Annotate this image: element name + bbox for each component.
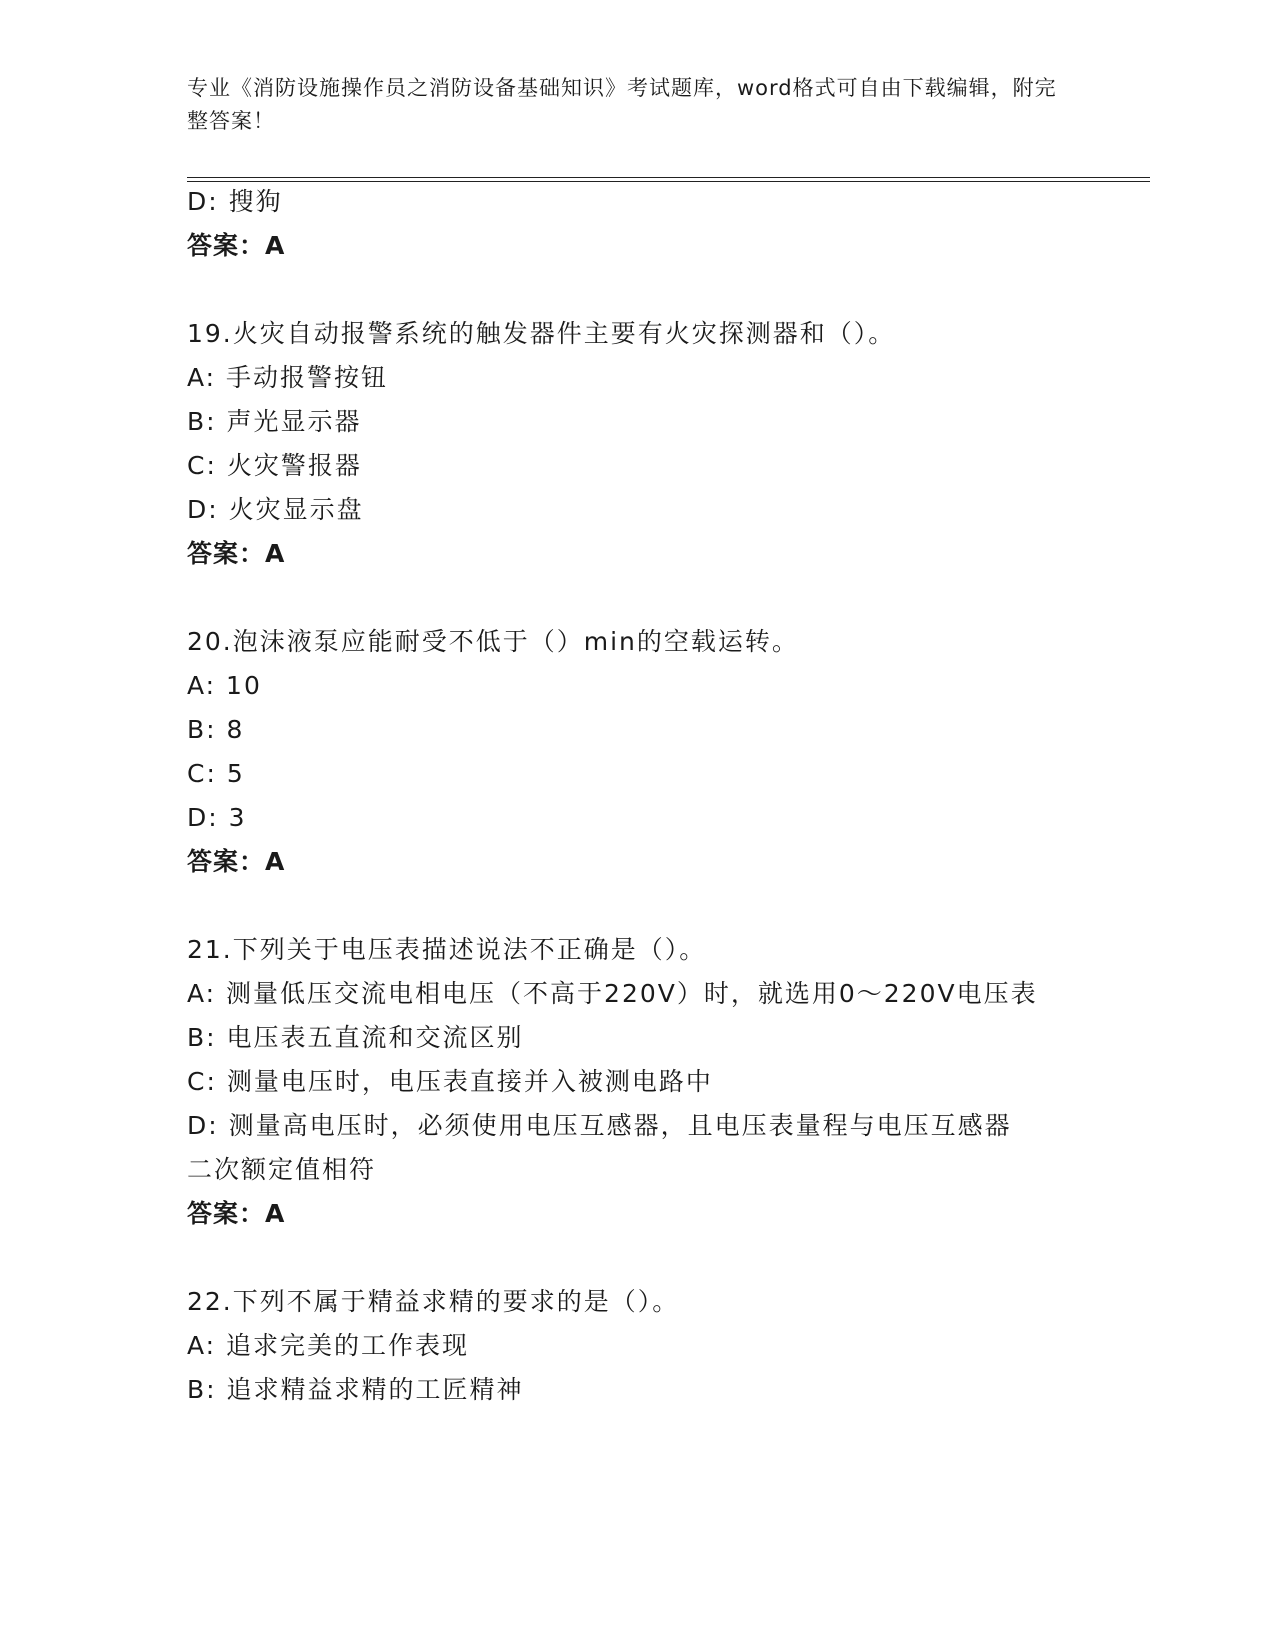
q21-answer: 答案：A bbox=[187, 1199, 286, 1228]
q20-option-b: B: 8 bbox=[187, 715, 245, 744]
q21-option-d: D: 测量高电压时，必须使用电压互感器，且电压表量程与电压互感器 bbox=[187, 1111, 1012, 1140]
q21-option-c: C: 测量电压时，电压表直接并入被测电路中 bbox=[187, 1067, 713, 1096]
q21-option-d-continued: 二次额定值相符 bbox=[187, 1155, 377, 1184]
q20-option-c: C: 5 bbox=[187, 759, 245, 788]
q19-stem: 19.火灾自动报警系统的触发器件主要有火灾探测器和（）。 bbox=[187, 319, 896, 348]
q19-option-a: A: 手动报警按钮 bbox=[187, 363, 389, 392]
prev-answer: 答案：A bbox=[187, 231, 286, 260]
q21-option-b: B: 电压表五直流和交流区别 bbox=[187, 1023, 524, 1052]
header-divider bbox=[187, 177, 1150, 182]
q20-option-d: D: 3 bbox=[187, 803, 247, 832]
q21-option-a: A: 测量低压交流电相电压（不高于220V）时，就选用0～220V电压表 bbox=[187, 979, 1038, 1008]
q19-option-b: B: 声光显示器 bbox=[187, 407, 362, 436]
q20-answer: 答案：A bbox=[187, 847, 286, 876]
q22-stem: 22.下列不属于精益求精的要求的是（）。 bbox=[187, 1287, 680, 1316]
q20-stem: 20.泡沫液泵应能耐受不低于（）min的空载运转。 bbox=[187, 627, 799, 656]
q22-option-a: A: 追求完美的工作表现 bbox=[187, 1331, 470, 1360]
q19-option-c: C: 火灾警报器 bbox=[187, 451, 362, 480]
q22-option-b: B: 追求精益求精的工匠精神 bbox=[187, 1375, 524, 1404]
q20-option-a: A: 10 bbox=[187, 671, 262, 700]
q19-answer: 答案：A bbox=[187, 539, 286, 568]
page-header: 专业《消防设施操作员之消防设备基础知识》考试题库，word格式可自由下载编辑，附完整答案！ bbox=[187, 76, 1057, 133]
q19-option-d: D: 火灾显示盘 bbox=[187, 495, 364, 524]
q21-stem: 21.下列关于电压表描述说法不正确是（）。 bbox=[187, 935, 707, 964]
prev-option-d: D: 搜狗 bbox=[187, 187, 283, 216]
